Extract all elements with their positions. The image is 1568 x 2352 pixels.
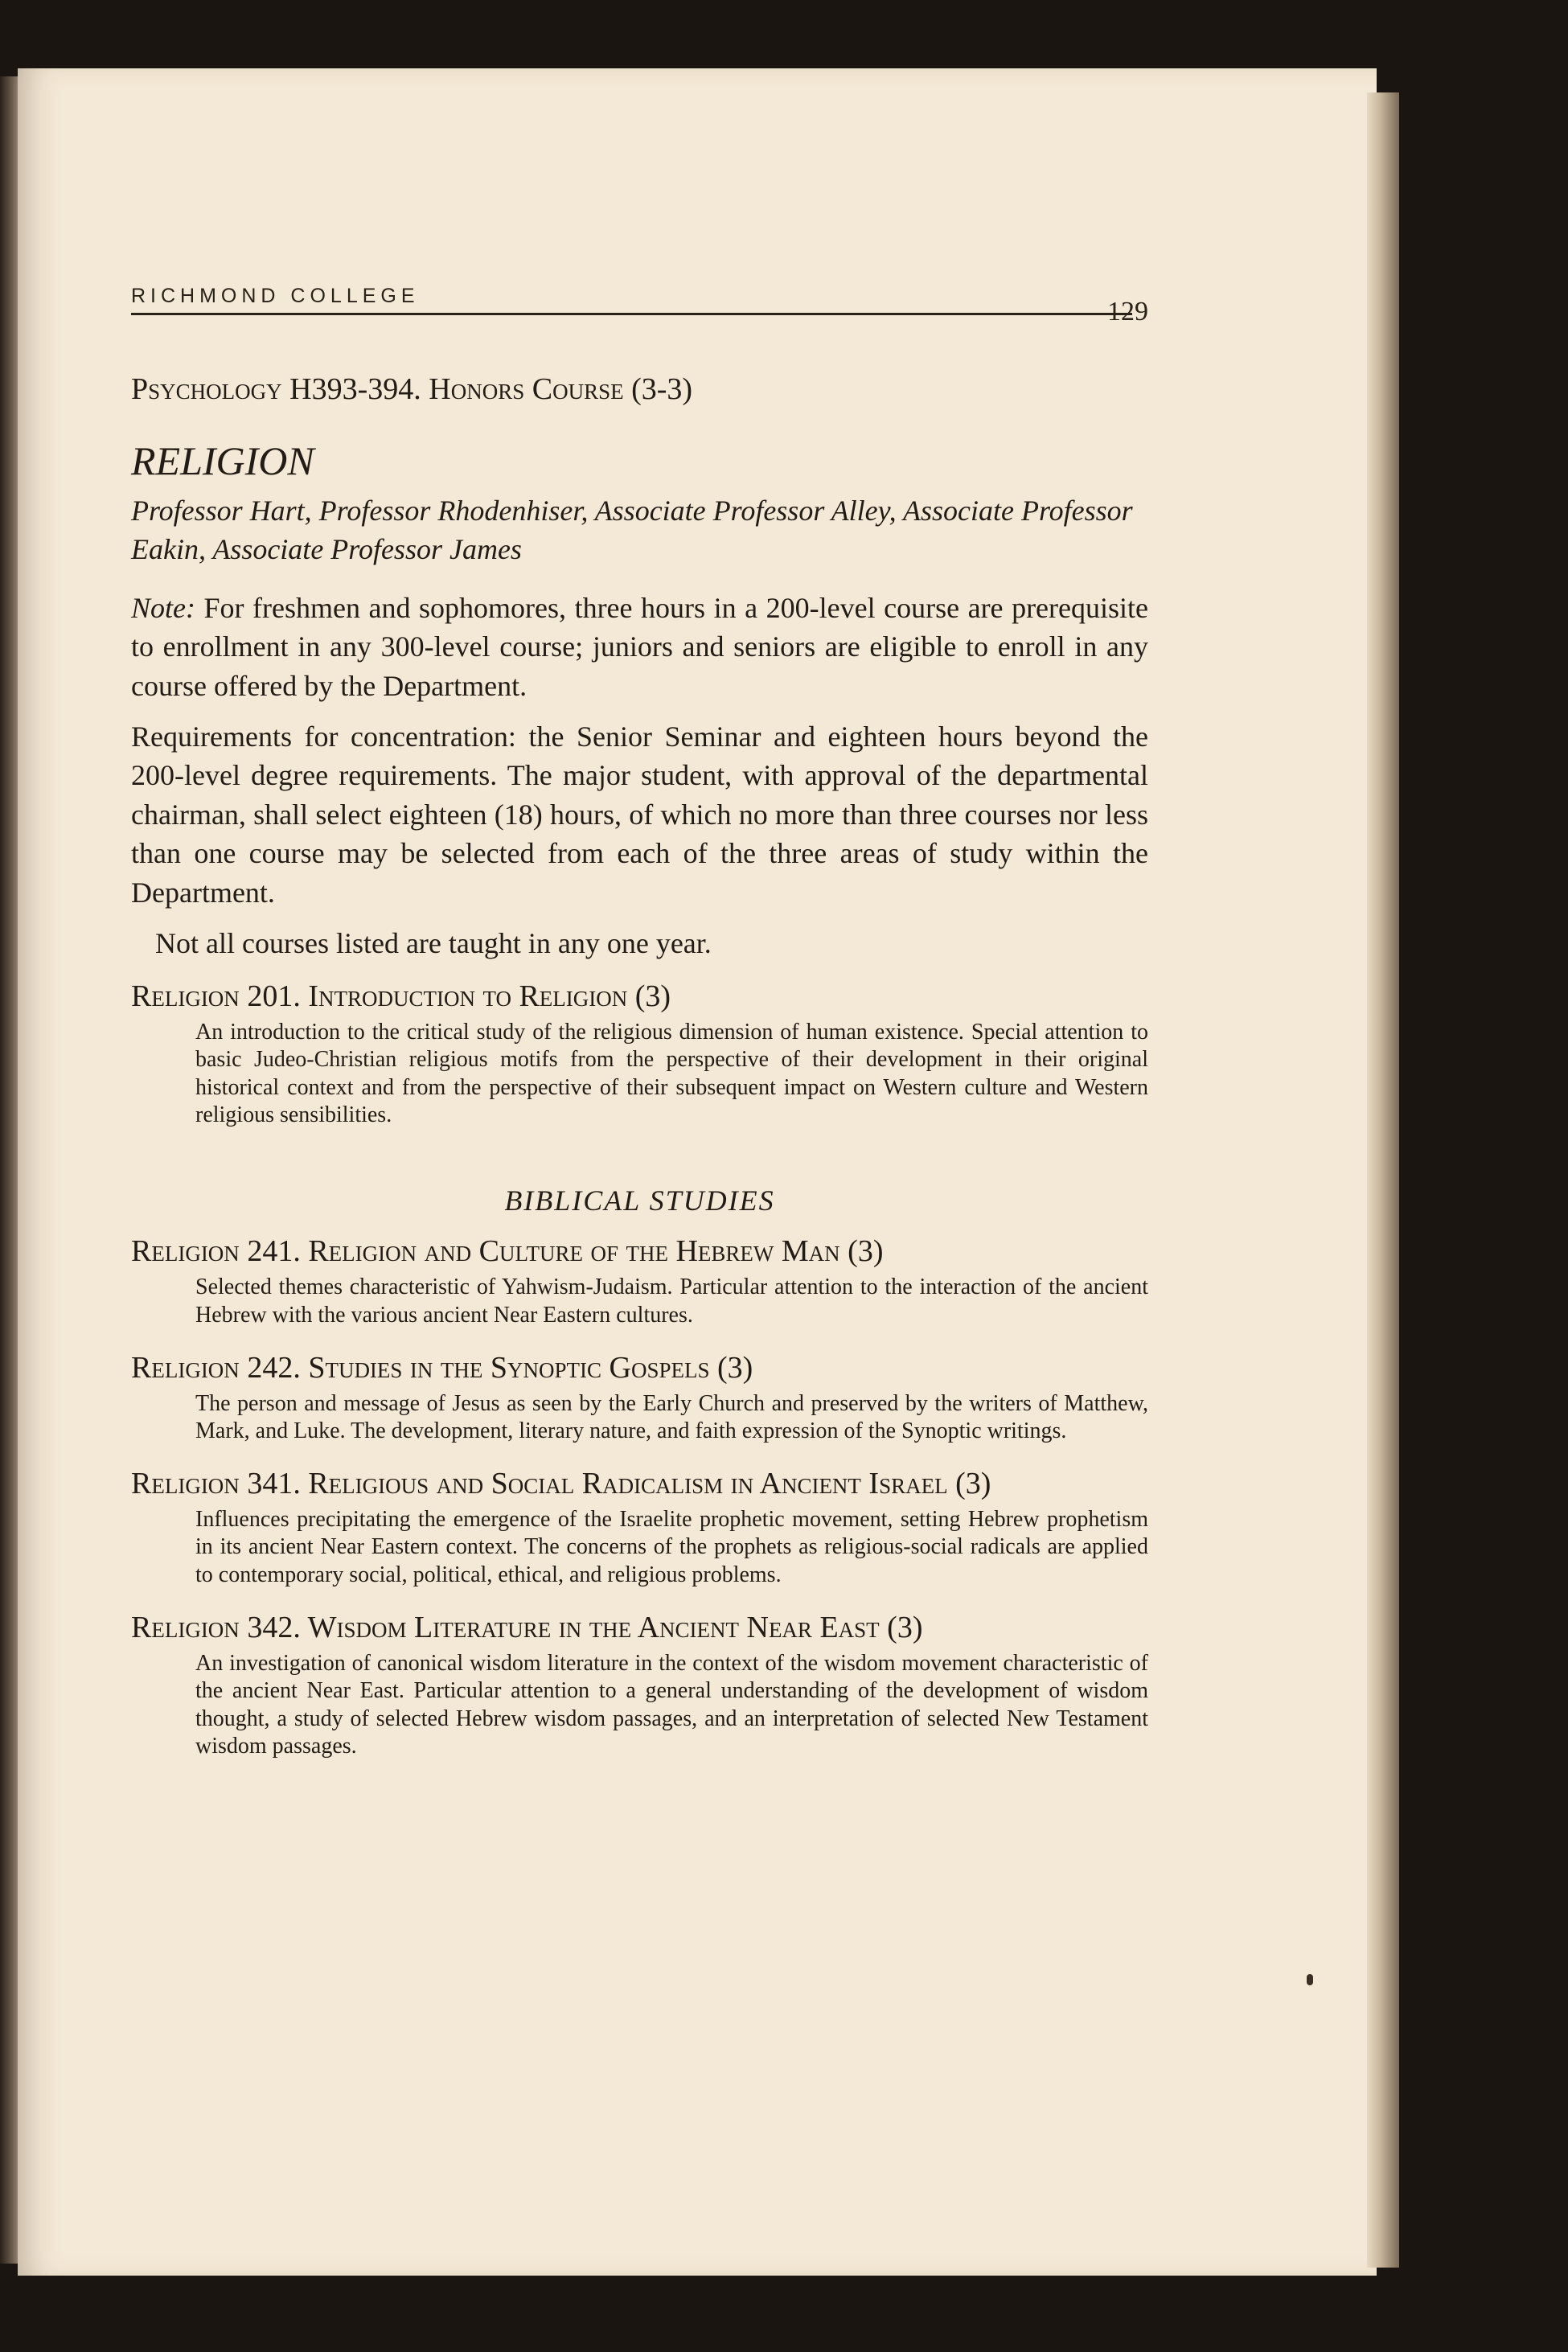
department-title: RELIGION <box>131 437 314 483</box>
course-code: Religion <box>131 1350 248 1385</box>
course-title: . Religion and Culture of the Hebrew Man (3) <box>293 1234 884 1269</box>
course-heading <box>131 1350 1148 1387</box>
course-description: An introduction to the critical study of the religious dimension of human existence. Special attention to basic Judeo-Christian religious motifs from the perspective of their development in their original historical context and from the perspective of their subsequent impact on Western culture and Western religious sensibilities. <box>195 1019 1148 1128</box>
course-number: 242 <box>247 1350 293 1385</box>
course-number: 342 <box>247 1611 293 1645</box>
course-code: Religion <box>131 979 248 1014</box>
course-code: Psychology <box>131 372 290 406</box>
course-description: An investigation of canonical wisdom literature in the context of the wisdom movement characteristic of the ancient Near East. Particular attention to a general understanding of the development of wisdom thought, a study of selected Hebrew wisdom passages, and an interpretation of selected New Testament wisdom passages. <box>195 1650 1148 1759</box>
course-religion-342 <box>131 1610 1148 1760</box>
course-title: . Religious and Social Radicalism in Ancient Israel (3) <box>293 1467 991 1501</box>
course-description: The person and message of Jesus as seen by the Early Church and preserved by the writers of Matthew, Mark, and Luke. The development, literary nature, and faith expression of the Synoptic writings. <box>195 1390 1148 1443</box>
course-heading-psychology-honors <box>131 371 1148 408</box>
course-code: Religion <box>131 1467 248 1501</box>
running-header <box>131 277 1148 326</box>
running-title: RICHMOND COLLEGE <box>131 285 420 307</box>
section-title-biblical-studies: BIBLICAL STUDIES <box>504 1184 775 1217</box>
course-description: Selected themes characteristic of Yahwism-Judaism. Particular attention to the interaction of the ancient Hebrew with the various ancient Near Eastern cultures. <box>195 1275 1148 1328</box>
course-heading <box>131 1233 1148 1270</box>
department-note <box>131 589 1148 706</box>
page-edge <box>1367 92 1399 2268</box>
course-number: 241 <box>247 1234 293 1269</box>
course-description: Influences precipitating the emergence of the Israelite prophetic movement, setting Hebrew prophetism in its ancient Near Eastern context. The concerns of the prophets as religious-social radicals are applied to contemporary social, political, ethical, and religious problems. <box>195 1507 1148 1587</box>
course-number: 341 <box>247 1467 293 1501</box>
course-title: . Wisdom Literature in the Ancient Near East (3) <box>293 1611 923 1645</box>
course-title: . Studies in the Synoptic Gospels (3) <box>293 1350 753 1385</box>
concentration-requirements: Requirements for concentration: the Senior Seminar and eighteen hours beyond the 200-level degree requirements. The major student, with approval of the departmental chairman, shall select eighteen (18) hours, of which no more than three courses nor less than one course may be selected from each of the three areas of study within the Department. <box>131 720 1148 909</box>
course-title: . Honors Course (3-3) <box>413 372 693 406</box>
page-content <box>131 277 1148 1761</box>
note-label: Note: <box>131 591 195 624</box>
faculty-list: Professor Hart, Professor Rhodenhiser, Associate Professor Alley, Associate Professor Eakin, Associate Professor James <box>131 494 1133 566</box>
course-religion-241 <box>131 1233 1148 1328</box>
course-number: 201 <box>247 979 293 1014</box>
course-code: Religion <box>131 1611 248 1645</box>
header-rule <box>131 313 1132 315</box>
ink-mark <box>1307 1974 1313 1985</box>
course-religion-201 <box>131 979 1148 1129</box>
course-number: H393-394 <box>289 372 414 406</box>
course-religion-341 <box>131 1466 1148 1589</box>
note-text: For freshmen and sophomores, three hours in a 200-level course are prerequisite to enrollment in any 300-level course; juniors and seniors are eligible to enroll in any course offered by the Department. <box>131 591 1148 702</box>
page-number: 129 <box>1107 297 1148 326</box>
course-title: . Introduction to Religion (3) <box>293 979 671 1014</box>
course-heading <box>131 979 1148 1016</box>
course-heading <box>131 1466 1148 1503</box>
course-heading <box>131 1610 1148 1647</box>
course-code: Religion <box>131 1234 248 1269</box>
course-religion-242 <box>131 1350 1148 1445</box>
course-availability-note: Not all courses listed are taught in any one year. <box>155 926 712 959</box>
